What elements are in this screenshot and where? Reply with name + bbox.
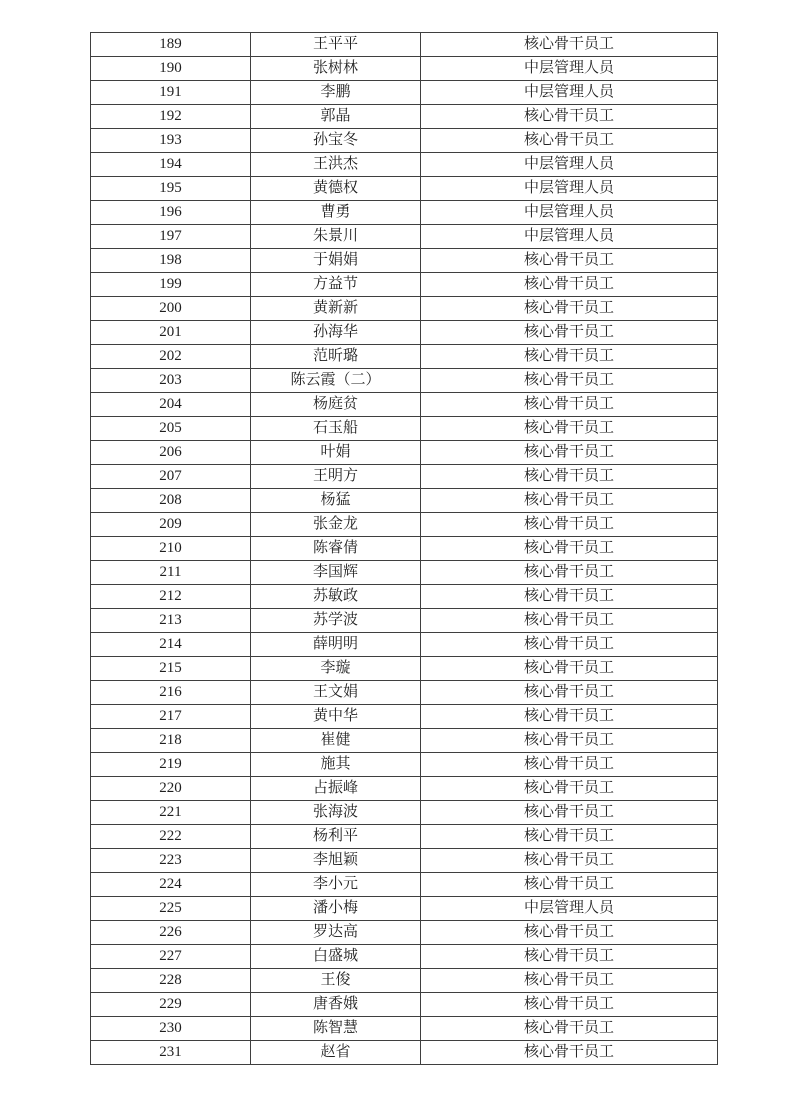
cell-employee-name: 李璇 [251,657,421,681]
cell-employee-name: 张海波 [251,801,421,825]
cell-employee-category: 核心骨干员工 [421,345,718,369]
table-row [91,297,718,321]
table-row [91,945,718,969]
cell-employee-name: 黄新新 [251,297,421,321]
cell-employee-category: 核心骨干员工 [421,417,718,441]
cell-serial-number: 197 [91,225,251,249]
cell-employee-category: 核心骨干员工 [421,801,718,825]
cell-serial-number: 199 [91,273,251,297]
cell-employee-name: 李国辉 [251,561,421,585]
cell-employee-category: 核心骨干员工 [421,705,718,729]
cell-employee-name: 苏敏政 [251,585,421,609]
cell-employee-name: 李鹏 [251,81,421,105]
table-row [91,729,718,753]
cell-serial-number: 206 [91,441,251,465]
cell-employee-category: 核心骨干员工 [421,369,718,393]
table-row [91,273,718,297]
cell-employee-category: 中层管理人员 [421,57,718,81]
table-row [91,993,718,1017]
cell-serial-number: 215 [91,657,251,681]
cell-employee-name: 方益节 [251,273,421,297]
cell-employee-category: 核心骨干员工 [421,825,718,849]
cell-employee-category: 核心骨干员工 [421,537,718,561]
cell-employee-name: 孙宝冬 [251,129,421,153]
table-row [91,585,718,609]
table-row [91,897,718,921]
cell-employee-category: 核心骨干员工 [421,945,718,969]
cell-serial-number: 211 [91,561,251,585]
cell-employee-category: 核心骨干员工 [421,657,718,681]
cell-employee-category: 中层管理人员 [421,81,718,105]
table-row [91,921,718,945]
cell-serial-number: 207 [91,465,251,489]
table-row [91,489,718,513]
cell-serial-number: 201 [91,321,251,345]
cell-employee-category: 核心骨干员工 [421,105,718,129]
cell-employee-name: 杨猛 [251,489,421,513]
cell-employee-name: 黄德权 [251,177,421,201]
table-row [91,33,718,57]
cell-serial-number: 225 [91,897,251,921]
cell-employee-category: 核心骨干员工 [421,273,718,297]
table-row [91,537,718,561]
cell-employee-category: 核心骨干员工 [421,489,718,513]
cell-serial-number: 210 [91,537,251,561]
table-row [91,513,718,537]
cell-serial-number: 212 [91,585,251,609]
cell-serial-number: 218 [91,729,251,753]
cell-employee-category: 核心骨干员工 [421,873,718,897]
cell-serial-number: 219 [91,753,251,777]
cell-employee-name: 曹勇 [251,201,421,225]
cell-employee-name: 李旭颖 [251,849,421,873]
cell-employee-name: 孙海华 [251,321,421,345]
cell-serial-number: 224 [91,873,251,897]
table-row [91,801,718,825]
cell-employee-category: 中层管理人员 [421,201,718,225]
cell-employee-name: 杨庭贫 [251,393,421,417]
employee-table-body [91,33,718,1065]
cell-employee-name: 黄中华 [251,705,421,729]
cell-employee-category: 中层管理人员 [421,153,718,177]
table-row [91,1041,718,1065]
cell-serial-number: 208 [91,489,251,513]
cell-serial-number: 202 [91,345,251,369]
cell-serial-number: 189 [91,33,251,57]
cell-employee-name: 郭晶 [251,105,421,129]
table-row [91,873,718,897]
cell-employee-name: 薛明明 [251,633,421,657]
table-row [91,81,718,105]
cell-employee-category: 核心骨干员工 [421,585,718,609]
cell-employee-category: 核心骨干员工 [421,33,718,57]
cell-employee-category: 核心骨干员工 [421,561,718,585]
cell-employee-name: 张金龙 [251,513,421,537]
cell-employee-name: 于娟娟 [251,249,421,273]
cell-serial-number: 230 [91,1017,251,1041]
cell-employee-category: 中层管理人员 [421,177,718,201]
cell-employee-name: 苏学波 [251,609,421,633]
cell-employee-category: 核心骨干员工 [421,321,718,345]
cell-employee-name: 朱景川 [251,225,421,249]
table-row [91,657,718,681]
table-row [91,249,718,273]
cell-serial-number: 228 [91,969,251,993]
table-row [91,201,718,225]
cell-employee-name: 崔健 [251,729,421,753]
cell-employee-category: 核心骨干员工 [421,753,718,777]
cell-employee-category: 核心骨干员工 [421,393,718,417]
cell-employee-category: 核心骨干员工 [421,1017,718,1041]
table-row [91,753,718,777]
table-row [91,561,718,585]
cell-employee-name: 张树林 [251,57,421,81]
table-row [91,345,718,369]
cell-serial-number: 205 [91,417,251,441]
cell-serial-number: 198 [91,249,251,273]
cell-serial-number: 227 [91,945,251,969]
cell-employee-category: 中层管理人员 [421,225,718,249]
cell-employee-category: 核心骨干员工 [421,633,718,657]
cell-employee-category: 核心骨干员工 [421,513,718,537]
cell-serial-number: 190 [91,57,251,81]
cell-serial-number: 226 [91,921,251,945]
cell-employee-name: 杨利平 [251,825,421,849]
cell-employee-category: 核心骨干员工 [421,777,718,801]
table-row [91,681,718,705]
cell-employee-category: 核心骨干员工 [421,1041,718,1065]
table-row [91,369,718,393]
cell-employee-category: 核心骨干员工 [421,729,718,753]
cell-employee-category: 核心骨干员工 [421,249,718,273]
cell-employee-name: 白盛城 [251,945,421,969]
table-row [91,105,718,129]
cell-serial-number: 217 [91,705,251,729]
cell-employee-name: 王文娟 [251,681,421,705]
table-row [91,777,718,801]
cell-employee-name: 石玉船 [251,417,421,441]
table-row [91,177,718,201]
cell-serial-number: 216 [91,681,251,705]
cell-employee-category: 核心骨干员工 [421,993,718,1017]
table-row [91,129,718,153]
cell-serial-number: 220 [91,777,251,801]
cell-employee-name: 李小元 [251,873,421,897]
table-row [91,969,718,993]
cell-employee-name: 陈睿倩 [251,537,421,561]
cell-employee-name: 叶娟 [251,441,421,465]
table-row [91,633,718,657]
cell-employee-name: 王洪杰 [251,153,421,177]
cell-employee-name: 陈云霞（二） [251,369,421,393]
cell-employee-category: 核心骨干员工 [421,849,718,873]
cell-serial-number: 193 [91,129,251,153]
cell-employee-name: 王俊 [251,969,421,993]
table-row [91,465,718,489]
cell-employee-name: 占振峰 [251,777,421,801]
cell-employee-name: 陈智慧 [251,1017,421,1041]
cell-serial-number: 231 [91,1041,251,1065]
cell-employee-name: 赵省 [251,1041,421,1065]
table-row [91,609,718,633]
cell-employee-category: 核心骨干员工 [421,609,718,633]
cell-serial-number: 229 [91,993,251,1017]
table-row [91,393,718,417]
cell-employee-name: 范昕璐 [251,345,421,369]
table-row [91,1017,718,1041]
cell-employee-category: 核心骨干员工 [421,465,718,489]
cell-employee-name: 王明方 [251,465,421,489]
cell-serial-number: 192 [91,105,251,129]
cell-employee-category: 中层管理人员 [421,897,718,921]
cell-serial-number: 194 [91,153,251,177]
cell-employee-name: 施其 [251,753,421,777]
cell-serial-number: 195 [91,177,251,201]
cell-employee-name: 唐香娥 [251,993,421,1017]
cell-employee-category: 核心骨干员工 [421,129,718,153]
cell-serial-number: 196 [91,201,251,225]
cell-serial-number: 209 [91,513,251,537]
cell-employee-category: 核心骨干员工 [421,969,718,993]
cell-employee-category: 核心骨干员工 [421,297,718,321]
table-row [91,321,718,345]
cell-employee-name: 罗达高 [251,921,421,945]
table-row [91,849,718,873]
cell-serial-number: 221 [91,801,251,825]
employee-table [90,32,718,1065]
cell-employee-category: 核心骨干员工 [421,441,718,465]
cell-serial-number: 204 [91,393,251,417]
cell-serial-number: 203 [91,369,251,393]
table-row [91,825,718,849]
table-row [91,417,718,441]
cell-serial-number: 200 [91,297,251,321]
cell-employee-name: 王平平 [251,33,421,57]
table-row [91,705,718,729]
table-row [91,225,718,249]
table-row [91,441,718,465]
cell-serial-number: 223 [91,849,251,873]
cell-serial-number: 214 [91,633,251,657]
cell-employee-category: 核心骨干员工 [421,921,718,945]
cell-employee-name: 潘小梅 [251,897,421,921]
cell-serial-number: 213 [91,609,251,633]
table-row [91,57,718,81]
cell-employee-category: 核心骨干员工 [421,681,718,705]
cell-serial-number: 191 [91,81,251,105]
cell-serial-number: 222 [91,825,251,849]
table-row [91,153,718,177]
